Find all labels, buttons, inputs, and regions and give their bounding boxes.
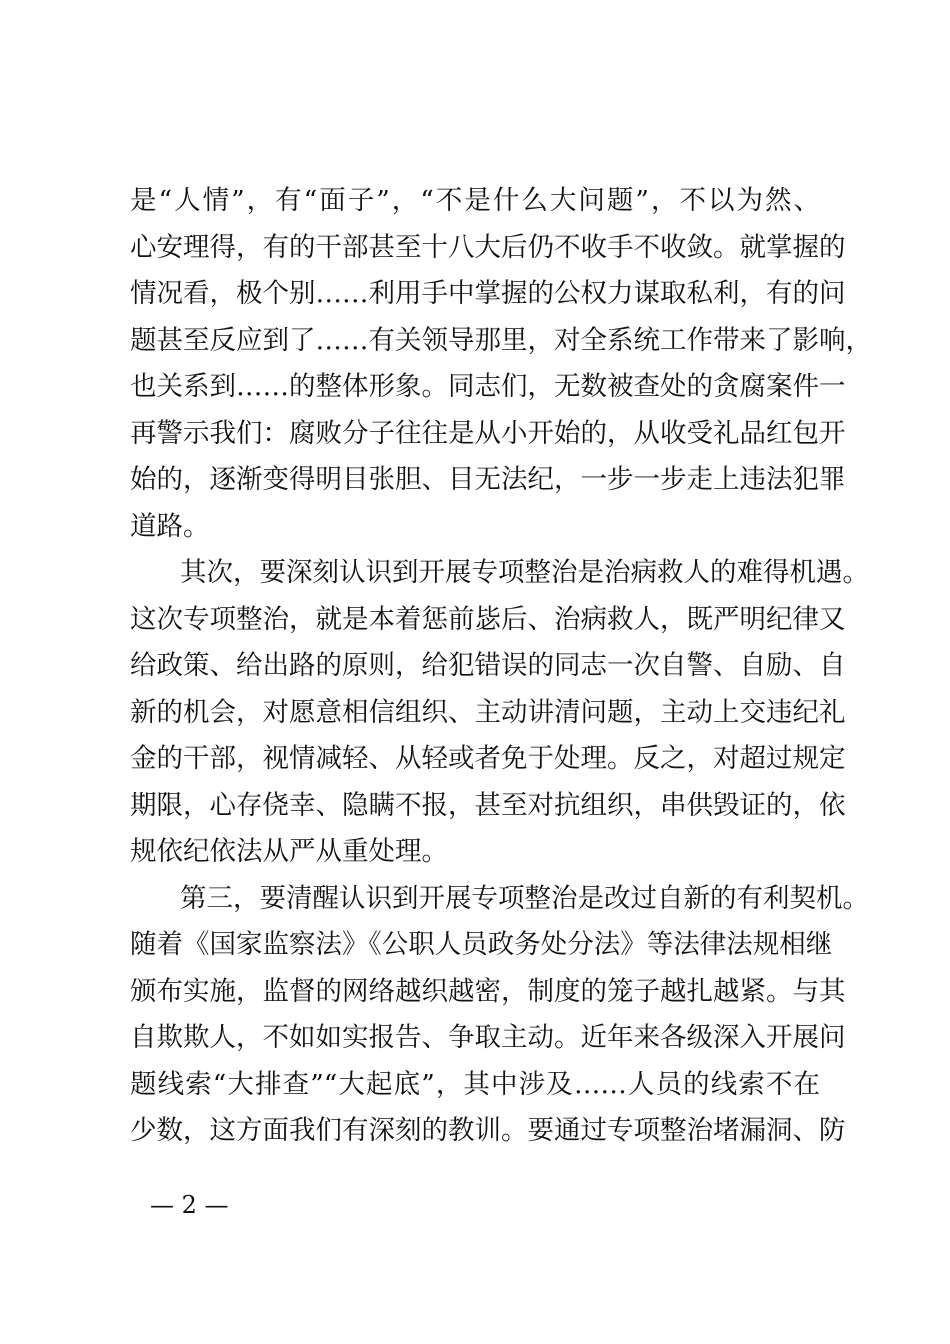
text-line: 颁布实施，监督的网络越织越密，制度的笼子越扎越紧。与其	[130, 975, 846, 1007]
text-line: 自欺欺人，不如如实报告、争取主动。近年来各级深入开展问	[130, 1022, 846, 1053]
text-line: 再警示我们：腐败分子往往是从小开始的，从收受礼品红包开	[130, 417, 846, 449]
text-line: 随着《国家监察法》《公职人员政务处分法》等法律法规相继	[130, 929, 833, 960]
page-number: — 2 —	[150, 1191, 229, 1219]
text-line: 第三，要清醒认识到开展专项整治是改过自新的有利契机。	[180, 882, 869, 914]
text-line: 是“人情”，有“面子”，“不是什么大问题”，不以为然、	[130, 185, 820, 216]
text-line: 也关系到……的整体形象。同志们，无数被查处的贪腐案件一	[130, 371, 846, 402]
text-line: 新的机会，对愿意相信组织、主动讲清问题，主动上交违纪礼	[130, 696, 846, 728]
text-line: 情况看，极个别……利用手中掌握的公权力谋取私利，有的问	[130, 278, 846, 309]
text-line: 题线索“大排查”“大起底”，其中涉及……人员的线索不在	[130, 1068, 820, 1100]
text-line: 道路。	[130, 510, 210, 542]
text-line: 始的，逐渐变得明目张胆、目无法纪，一步一步走上违法犯罪	[130, 464, 846, 495]
text-line: 少数，这方面我们有深刻的教训。要通过专项整治堵漏洞、防	[130, 1115, 846, 1146]
text-line: 给政策、给出路的原则，给犯错误的同志一次自警、自励、自	[130, 650, 846, 681]
text-line: 这次专项整治，就是本着惩前毖后、治病救人，既严明纪律又	[130, 603, 846, 635]
text-line: 期限，心存侥幸、隐瞒不报，甚至对抗组织，串供毁证的，依	[130, 789, 846, 821]
text-line: 题甚至反应到了……有关领导那里，对全系统工作带来了影响，	[130, 324, 872, 356]
text-line: 规依纪依法从严从重处理。	[130, 836, 448, 867]
text-line: 金的干部，视情减轻、从轻或者免于处理。反之，对超过规定	[130, 743, 846, 774]
text-line: 其次，要深刻认识到开展专项整治是治病救人的难得机遇。	[180, 557, 869, 588]
body-text	[130, 178, 872, 1155]
text-line: 心安理得，有的干部甚至十八大后仍不收手不收敛。就掌握的	[130, 231, 846, 263]
